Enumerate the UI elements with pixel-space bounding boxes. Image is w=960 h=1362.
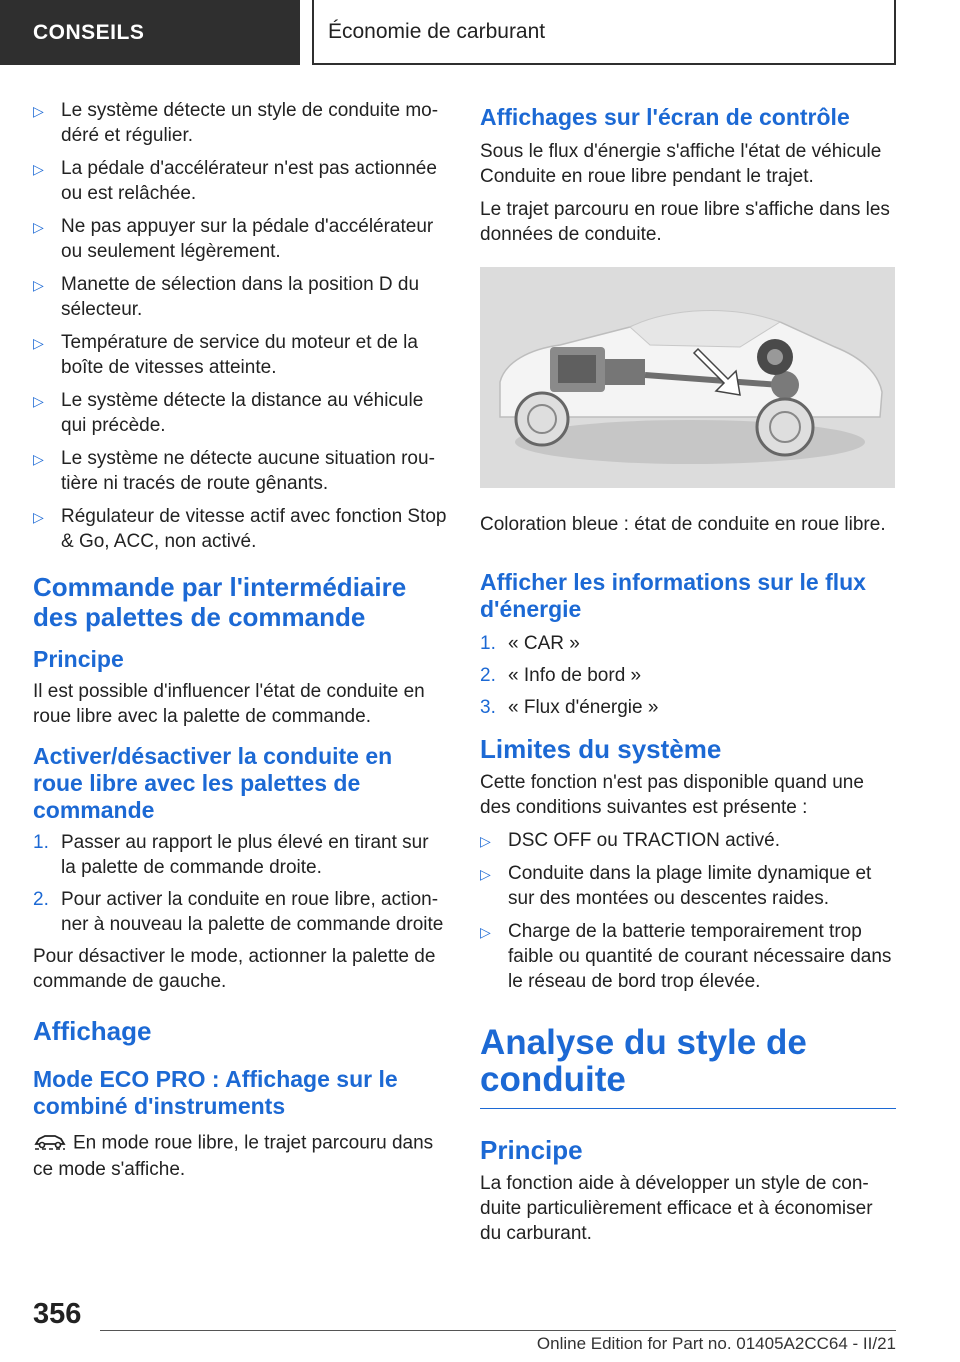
triangle-bullet-icon: ▷ xyxy=(480,924,491,940)
list-item: ▷ Charge de la batterie temporairement trop faible ou quantité de courant nécessaire dans le réseau de bord trop élevée. xyxy=(480,921,892,992)
edition-info: Online Edition for Part no. 01405A2CC64 - II/21 xyxy=(536,1334,896,1353)
ecran-text-1: Sous le flux d'énergie s'affiche l'état de véhicule Conduite en roue libre pendant le trajet. xyxy=(480,141,882,187)
list-item: ▷ Le système ne détecte aucune situation rou-tière ni tracés de route gênants. xyxy=(33,448,435,494)
triangle-bullet-icon: ▷ xyxy=(480,833,491,849)
list-item: ▷ Le système détecte la distance au véhicule qui précède. xyxy=(33,390,424,436)
list-item: 2. « Info de bord » xyxy=(480,665,642,686)
right-column xyxy=(480,98,896,1246)
limites-list xyxy=(480,828,896,994)
list-item: ▷ Température de service du moteur et de la boîte de vitesses atteinte. xyxy=(33,332,418,378)
list-item: 1. « CAR » xyxy=(480,633,580,654)
page-title: Économie de carburant xyxy=(328,19,546,43)
section-tab xyxy=(0,0,300,65)
list-item: ▷ Ne pas appuyer sur la pédale d'accélérateur ou seulement légèrement. xyxy=(33,216,434,262)
triangle-bullet-icon: ▷ xyxy=(33,277,44,293)
triangle-bullet-icon: ▷ xyxy=(480,866,491,882)
section-divider xyxy=(480,1108,896,1109)
triangle-bullet-icon: ▷ xyxy=(33,393,44,409)
list-item: ▷ La pédale d'accélérateur n'est pas actionnée ou est relâchée. xyxy=(33,158,437,204)
triangle-bullet-icon: ▷ xyxy=(33,161,44,177)
triangle-bullet-icon: ▷ xyxy=(33,219,44,235)
triangle-bullet-icon: ▷ xyxy=(33,335,44,351)
heading-analyse: Analyse du style de conduite xyxy=(480,1023,807,1099)
heading-palettes: Commande par l'intermédiaire des palettes de commande xyxy=(33,572,407,632)
steps-list xyxy=(33,830,448,937)
list-item: ▷ Régulateur de vitesse actif avec fonction Stop & Go, ACC, non activé. xyxy=(33,506,447,552)
list-item: 1. Passer au rapport le plus élevé en tirant sur la palette de commande droite. xyxy=(33,832,429,878)
heading-principe: Principe xyxy=(33,646,124,672)
heading-limites: Limites du système xyxy=(480,734,722,764)
heading-affichage: Affichage xyxy=(33,1016,152,1046)
section-label: CONSEILS xyxy=(33,20,145,44)
list-item: ▷ Le système détecte un style de conduite mo-déré et régulier. xyxy=(33,100,439,146)
list-item: ▷ Manette de sélection dans la position D du sélecteur. xyxy=(33,274,420,320)
eco-text: En mode roue libre, le trajet parcouru dans ce mode s'affiche. xyxy=(33,1130,448,1182)
list-item: 2. Pour activer la conduite en roue libre, action-ner à nouveau la palette de commande droite xyxy=(33,889,444,935)
footer-divider xyxy=(100,1330,896,1331)
limites-text: Cette fonction n'est pas disponible quand une des conditions suivantes est présente : xyxy=(480,772,864,818)
deactivate-text: Pour désactiver le mode, actionner la palette de commande de gauche. xyxy=(33,946,436,992)
heading-flux: Afficher les informations sur le flux d'énergie xyxy=(480,569,866,622)
ecran-text-2: Le trajet parcouru en roue libre s'affiche dans les données de conduite. xyxy=(480,199,890,245)
image-caption: Coloration bleue : état de conduite en roue libre. xyxy=(480,514,886,535)
car-road-icon xyxy=(33,1130,67,1157)
triangle-bullet-icon: ▷ xyxy=(33,103,44,119)
principe-text: Il est possible d'influencer l'état de conduite en roue libre avec la palette de commande. xyxy=(33,681,425,727)
car-cutaway-image xyxy=(480,267,895,488)
heading-principe-2: Principe xyxy=(480,1135,583,1165)
conditions-list xyxy=(33,98,448,554)
heading-activer: Activer/désactiver la conduite en roue libre avec les palettes de commande xyxy=(33,743,393,823)
left-column xyxy=(33,98,448,1182)
triangle-bullet-icon: ▷ xyxy=(33,451,44,467)
flux-steps-list xyxy=(480,631,896,720)
list-item: ▷ DSC OFF ou TRACTION activé. xyxy=(480,828,896,853)
heading-eco: Mode ECO PRO : Affichage sur le combiné d'instruments xyxy=(33,1066,398,1119)
list-item: ▷ Conduite dans la plage limite dynamique et sur des montées ou descentes raides. xyxy=(480,863,872,909)
principe2-text: La fonction aide à développer un style de con-duite particulièrement efficace et à économiser du carburant. xyxy=(480,1173,873,1244)
heading-ecran: Affichages sur l'écran de contrôle xyxy=(480,104,850,130)
page-number: 356 xyxy=(33,1298,82,1330)
triangle-bullet-icon: ▷ xyxy=(33,509,44,525)
page-header xyxy=(312,0,896,65)
list-item: 3. « Flux d'énergie » xyxy=(480,697,659,718)
